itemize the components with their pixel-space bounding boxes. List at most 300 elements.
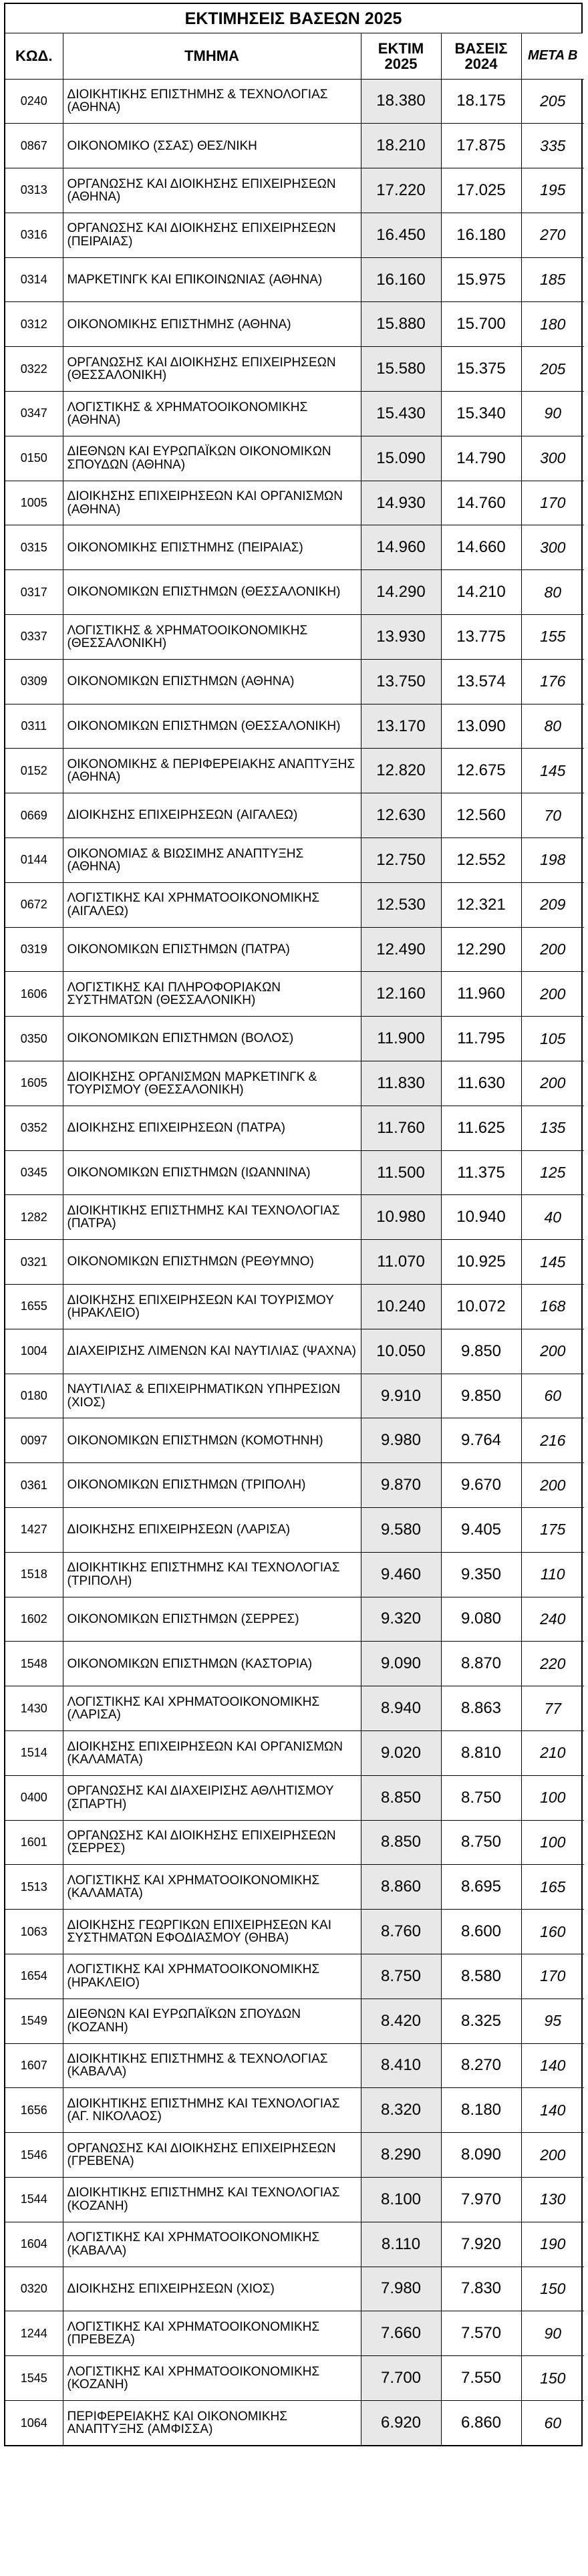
after-b: 100 [521,1820,584,1865]
dept-code: 0311 [5,704,63,749]
estimates-table [5,33,584,2445]
after-b: 110 [521,1552,584,1597]
dept-name: ΔΙΟΙΚΗΤΙΚΗΣ ΕΠΙΣΤΗΜΗΣ & ΤΕΧΝΟΛΟΓΙΑΣ (ΚΑΒΑΛΑ) [63,2043,361,2088]
table-row [5,1597,584,1642]
table-row [5,659,584,704]
estimate-2025: 15.580 [361,347,441,392]
table-row [5,1820,584,1865]
after-b: 185 [521,257,584,302]
dept-code: 0314 [5,257,63,302]
table-row [5,749,584,793]
table-row [5,1463,584,1508]
estimate-2025: 14.290 [361,570,441,615]
base-2024: 11.960 [441,972,521,1017]
table-row [5,793,584,838]
after-b: 176 [521,659,584,704]
table-row [5,525,584,570]
estimate-2025: 12.820 [361,749,441,793]
base-2024: 11.795 [441,1017,521,1061]
table-row [5,257,584,302]
table-body [5,79,584,2445]
after-b: 60 [521,2400,584,2445]
dept-code: 1548 [5,1642,63,1686]
dept-code: 0322 [5,347,63,392]
estimate-2025: 8.110 [361,2222,441,2267]
estimate-2025: 16.160 [361,257,441,302]
after-b: 180 [521,302,584,347]
estimate-2025: 13.750 [361,659,441,704]
dept-name: ΟΙΚΟΝΟΜΙΚΩΝ ΕΠΙΣΤΗΜΩΝ (ΘΕΣΣΑΛΟΝΙΚΗ) [63,704,361,749]
estimate-2025: 9.320 [361,1597,441,1642]
after-b: 60 [521,1374,584,1418]
dept-name: ΟΙΚΟΝΟΜΙΑΣ & ΒΙΩΣΙΜΗΣ ΑΝΑΠΤΥΞΗΣ (ΑΘΗΝΑ) [63,838,361,883]
after-b: 100 [521,1775,584,1820]
dept-code: 1064 [5,2400,63,2445]
sheet-title: ΕΚΤΙΜΗΣΕΙΣ ΒΑΣΕΩΝ 2025 [5,4,581,33]
base-2024: 9.670 [441,1463,521,1508]
table-row [5,838,584,883]
base-2024: 8.180 [441,2088,521,2133]
table-row [5,2222,584,2267]
base-2024: 15.975 [441,257,521,302]
after-b: 168 [521,1285,584,1329]
dept-code: 1655 [5,1285,63,1329]
after-b: 270 [521,213,584,257]
dept-name: ΛΟΓΙΣΤΙΚΗΣ ΚΑΙ ΠΛΗΡΟΦΟΡΙΑΚΩΝ ΣΥΣΤΗΜΑΤΩΝ (ΘΕΣΣΑΛΟΝΙΚΗ) [63,972,361,1017]
dept-name: ΟΡΓΑΝΩΣΗΣ ΚΑΙ ΔΙΟΙΚΗΣΗΣ ΕΠΙΧΕΙΡΗΣΕΩΝ (ΑΘΗΝΑ) [63,168,361,213]
dept-name: ΛΟΓΙΣΤΙΚΗΣ ΚΑΙ ΧΡΗΜΑΤΟΟΙΚΟΝΟΜΙΚΗΣ (ΚΑΛΑΜΑΤΑ) [63,1865,361,1910]
table-row [5,2400,584,2445]
base-2024: 17.875 [441,124,521,168]
dept-code: 0352 [5,1106,63,1150]
after-b: 160 [521,1910,584,1954]
dept-code: 1656 [5,2088,63,2133]
dept-code: 1545 [5,2356,63,2401]
base-2024: 9.850 [441,1329,521,1374]
base-2024: 8.695 [441,1865,521,1910]
base-2024: 18.175 [441,79,521,124]
estimate-2025: 13.170 [361,704,441,749]
table-row [5,2043,584,2088]
table-row [5,1061,584,1106]
base-2024: 8.600 [441,1910,521,1954]
after-b: 150 [521,2356,584,2401]
table-row [5,1017,584,1061]
dept-code: 1546 [5,2133,63,2178]
dept-code: 0321 [5,1240,63,1285]
estimate-2025: 12.160 [361,972,441,1017]
dept-name: ΔΙΟΙΚΗΣΗΣ ΕΠΙΧΕΙΡΗΣΕΩΝ (ΧΙΟΣ) [63,2267,361,2311]
dept-name: ΟΙΚΟΝΟΜΙΚΟ (ΣΣΑΣ) ΘΕΣ/ΝΙΚΗ [63,124,361,168]
table-row [5,1418,584,1463]
estimate-2025: 8.320 [361,2088,441,2133]
table-row [5,124,584,168]
dept-code: 0144 [5,838,63,883]
dept-name: ΟΙΚΟΝΟΜΙΚΩΝ ΕΠΙΣΤΗΜΩΝ (ΒΟΛΟΣ) [63,1017,361,1061]
after-b: 70 [521,793,584,838]
table-row [5,972,584,1017]
after-b: 190 [521,2222,584,2267]
dept-code: 1602 [5,1597,63,1642]
estimate-2025: 8.290 [361,2133,441,2178]
dept-code: 0669 [5,793,63,838]
dept-code: 0867 [5,124,63,168]
table-row [5,392,584,436]
table-row [5,1329,584,1374]
after-b: 200 [521,1329,584,1374]
after-b: 220 [521,1642,584,1686]
estimate-2025: 17.220 [361,168,441,213]
dept-name: ΟΙΚΟΝΟΜΙΚΩΝ ΕΠΙΣΤΗΜΩΝ (ΚΑΣΤΟΡΙΑ) [63,1642,361,1686]
table-row [5,2088,584,2133]
dept-name: ΟΡΓΑΝΩΣΗΣ ΚΑΙ ΔΙΟΙΚΗΣΗΣ ΕΠΙΧΕΙΡΗΣΕΩΝ (ΠΕΙΡΑΙΑΣ) [63,213,361,257]
estimate-2025: 11.830 [361,1061,441,1106]
base-2024: 8.270 [441,2043,521,2088]
estimate-2025: 15.880 [361,302,441,347]
base-2024: 7.830 [441,2267,521,2311]
base-2024: 8.090 [441,2133,521,2178]
dept-code: 1005 [5,481,63,525]
table-row [5,704,584,749]
after-b: 145 [521,749,584,793]
dept-name: ΟΙΚΟΝΟΜΙΚΩΝ ΕΠΙΣΤΗΜΩΝ (ΠΑΤΡΑ) [63,927,361,972]
base-2024: 12.321 [441,882,521,927]
estimate-2025: 12.750 [361,838,441,883]
dept-name: ΔΙΑΧΕΙΡΙΣΗΣ ΛΙΜΕΝΩΝ ΚΑΙ ΝΑΥΤΙΛΙΑΣ (ΨΑΧΝΑ) [63,1329,361,1374]
dept-code: 0350 [5,1017,63,1061]
dept-name: ΛΟΓΙΣΤΙΚΗΣ ΚΑΙ ΧΡΗΜΑΤΟΟΙΚΟΝΟΜΙΚΗΣ (ΚΟΖΑΝΗ) [63,2356,361,2401]
dept-name: ΔΙΟΙΚΗΤΙΚΗΣ ΕΠΙΣΤΗΜΗΣ ΚΑΙ ΤΕΧΝΟΛΟΓΙΑΣ (ΑΓ. ΝΙΚΟΛΑΟΣ) [63,2088,361,2133]
dept-name: ΔΙΟΙΚΗΣΗΣ ΕΠΙΧΕΙΡΗΣΕΩΝ ΚΑΙ ΟΡΓΑΝΙΣΜΩΝ (ΑΘΗΝΑ) [63,481,361,525]
header-after-b: ΜΕΤΑ Β [521,33,584,79]
estimate-2025: 8.760 [361,1910,441,1954]
dept-code: 0347 [5,392,63,436]
dept-code: 0361 [5,1463,63,1508]
table-row [5,1775,584,1820]
dept-name: ΔΙΟΙΚΗΣΗΣ ΕΠΙΧΕΙΡΗΣΕΩΝ ΚΑΙ ΤΟΥΡΙΣΜΟΥ (ΗΡΑΚΛΕΙΟ) [63,1285,361,1329]
estimate-2025: 14.960 [361,525,441,570]
dept-code: 0312 [5,302,63,347]
after-b: 170 [521,1954,584,1999]
after-b: 170 [521,481,584,525]
after-b: 125 [521,1150,584,1195]
base-2024: 10.072 [441,1285,521,1329]
dept-code: 1544 [5,2177,63,2222]
after-b: 200 [521,972,584,1017]
estimate-2025: 9.020 [361,1730,441,1775]
dept-name: ΛΟΓΙΣΤΙΚΗΣ ΚΑΙ ΧΡΗΜΑΤΟΟΙΚΟΝΟΜΙΚΗΣ (ΠΡΕΒΕΖΑ) [63,2311,361,2356]
estimate-2025: 14.930 [361,481,441,525]
dept-code: 1427 [5,1508,63,1553]
estimate-2025: 10.050 [361,1329,441,1374]
estimate-2025: 9.910 [361,1374,441,1418]
estimate-2025: 18.380 [361,79,441,124]
table-row [5,79,584,124]
base-2024: 13.775 [441,615,521,660]
dept-code: 0180 [5,1374,63,1418]
dept-code: 0313 [5,168,63,213]
dept-name: ΔΙΟΙΚΗΤΙΚΗΣ ΕΠΙΣΤΗΜΗΣ & ΤΕΧΝΟΛΟΓΙΑΣ (ΑΘΗΝΑ) [63,79,361,124]
dept-code: 0240 [5,79,63,124]
dept-code: 1004 [5,1329,63,1374]
base-2024: 13.574 [441,659,521,704]
base-2024: 7.570 [441,2311,521,2356]
after-b: 200 [521,1061,584,1106]
after-b: 198 [521,838,584,883]
estimate-2025: 12.490 [361,927,441,972]
base-2024: 7.920 [441,2222,521,2267]
table-row [5,1285,584,1329]
dept-code: 0316 [5,213,63,257]
after-b: 77 [521,1686,584,1731]
base-2024: 14.760 [441,481,521,525]
table-row [5,1552,584,1597]
header-bases-2024: ΒΑΣΕΙΣ 2024 [441,33,521,79]
table-header-row [5,33,584,79]
dept-name: ΟΡΓΑΝΩΣΗΣ ΚΑΙ ΔΙΟΙΚΗΣΗΣ ΕΠΙΧΕΙΡΗΣΕΩΝ (ΣΕΡΡΕΣ) [63,1820,361,1865]
after-b: 105 [521,1017,584,1061]
table-row [5,2311,584,2356]
after-b: 95 [521,1999,584,2043]
table-row [5,570,584,615]
estimate-2025: 8.410 [361,2043,441,2088]
table-row [5,1374,584,1418]
table-row [5,302,584,347]
table-row [5,213,584,257]
base-2024: 8.870 [441,1642,521,1686]
after-b: 80 [521,570,584,615]
dept-name: ΔΙΟΙΚΗΣΗΣ ΕΠΙΧΕΙΡΗΣΕΩΝ ΚΑΙ ΟΡΓΑΝΙΣΜΩΝ (ΚΑΛΑΜΑΤΑ) [63,1730,361,1775]
base-2024: 11.630 [441,1061,521,1106]
after-b: 300 [521,525,584,570]
after-b: 175 [521,1508,584,1553]
base-2024: 15.340 [441,392,521,436]
dept-code: 1430 [5,1686,63,1731]
base-2024: 9.080 [441,1597,521,1642]
table-row [5,2356,584,2401]
dept-name: ΔΙΟΙΚΗΣΗΣ ΓΕΩΡΓΙΚΩΝ ΕΠΙΧΕΙΡΗΣΕΩΝ ΚΑΙ ΣΥΣΤΗΜΑΤΩΝ ΕΦΟΔΙΑΣΜΟΥ (ΘΗΒΑ) [63,1910,361,1954]
base-2024: 9.850 [441,1374,521,1418]
estimate-2025: 12.630 [361,793,441,838]
base-2024: 9.350 [441,1552,521,1597]
after-b: 130 [521,2177,584,2222]
after-b: 80 [521,704,584,749]
estimate-2025: 9.460 [361,1552,441,1597]
dept-code: 1607 [5,2043,63,2088]
table-row [5,2177,584,2222]
dept-name: ΛΟΓΙΣΤΙΚΗΣ ΚΑΙ ΧΡΗΜΑΤΟΟΙΚΟΝΟΜΙΚΗΣ (ΛΑΡΙΣΑ) [63,1686,361,1731]
after-b: 90 [521,2311,584,2356]
base-2024: 12.290 [441,927,521,972]
base-2024: 15.700 [441,302,521,347]
dept-code: 1518 [5,1552,63,1597]
estimate-2025: 8.850 [361,1775,441,1820]
estimate-2025: 16.450 [361,213,441,257]
estimate-2025: 11.900 [361,1017,441,1061]
dept-code: 0309 [5,659,63,704]
after-b: 165 [521,1865,584,1910]
base-2024: 10.925 [441,1240,521,1285]
after-b: 135 [521,1106,584,1150]
base-2024: 15.375 [441,347,521,392]
dept-name: ΜΑΡΚΕΤΙΝΓΚ ΚΑΙ ΕΠΙΚΟΙΝΩΝΙΑΣ (ΑΘΗΝΑ) [63,257,361,302]
dept-name: ΛΟΓΙΣΤΙΚΗΣ ΚΑΙ ΧΡΗΜΑΤΟΟΙΚΟΝΟΜΙΚΗΣ (ΗΡΑΚΛΕΙΟ) [63,1954,361,1999]
table-row [5,1954,584,1999]
dept-name: ΔΙΕΘΝΩΝ ΚΑΙ ΕΥΡΩΠΑΪΚΩΝ ΣΠΟΥΔΩΝ (ΚΟΖΑΝΗ) [63,1999,361,2043]
base-2024: 9.764 [441,1418,521,1463]
dept-code: 0319 [5,927,63,972]
dept-code: 1063 [5,1910,63,1954]
estimate-2025: 7.660 [361,2311,441,2356]
dept-code: 0317 [5,570,63,615]
base-2024: 11.625 [441,1106,521,1150]
base-2024: 13.090 [441,704,521,749]
estimate-2025: 11.760 [361,1106,441,1150]
base-2024: 12.675 [441,749,521,793]
dept-name: ΟΙΚΟΝΟΜΙΚΩΝ ΕΠΙΣΤΗΜΩΝ (ΤΡΙΠΟΛΗ) [63,1463,361,1508]
base-2024: 10.940 [441,1195,521,1240]
dept-name: ΛΟΓΙΣΤΙΚΗΣ & ΧΡΗΜΑΤΟΟΙΚΟΝΟΜΙΚΗΣ (ΘΕΣΣΑΛΟΝΙΚΗ) [63,615,361,660]
after-b: 150 [521,2267,584,2311]
table-row [5,436,584,481]
estimate-2025: 10.240 [361,1285,441,1329]
base-2024: 17.025 [441,168,521,213]
table-row [5,1730,584,1775]
estimate-2025: 12.530 [361,882,441,927]
estimate-2025: 8.100 [361,2177,441,2222]
dept-name: ΝΑΥΤΙΛΙΑΣ & ΕΠΙΧΕΙΡΗΜΑΤΙΚΩΝ ΥΠΗΡΕΣΙΩΝ (ΧΙΟΣ) [63,1374,361,1418]
estimate-2025: 9.870 [361,1463,441,1508]
dept-name: ΔΙΟΙΚΗΤΙΚΗΣ ΕΠΙΣΤΗΜΗΣ ΚΑΙ ΤΕΧΝΟΛΟΓΙΑΣ (ΚΟΖΑΝΗ) [63,2177,361,2222]
dept-name: ΔΙΟΙΚΗΣΗΣ ΟΡΓΑΝΙΣΜΩΝ ΜΑΡΚΕΤΙΝΓΚ & ΤΟΥΡΙΣΜΟΥ (ΘΕΣΣΑΛΟΝΙΚΗ) [63,1061,361,1106]
table-row [5,615,584,660]
base-2024: 9.405 [441,1508,521,1553]
after-b: 140 [521,2043,584,2088]
table-row [5,2133,584,2178]
estimate-2025: 6.920 [361,2400,441,2445]
dept-name: ΟΙΚΟΝΟΜΙΚΩΝ ΕΠΙΣΤΗΜΩΝ (ΘΕΣΣΑΛΟΝΙΚΗ) [63,570,361,615]
dept-name: ΔΙΟΙΚΗΣΗΣ ΕΠΙΧΕΙΡΗΣΕΩΝ (ΑΙΓΑΛΕΩ) [63,793,361,838]
table-row [5,1865,584,1910]
table-row [5,481,584,525]
after-b: 209 [521,882,584,927]
after-b: 205 [521,347,584,392]
after-b: 90 [521,392,584,436]
base-2024: 8.325 [441,1999,521,2043]
dept-code: 0672 [5,882,63,927]
dept-name: ΟΙΚΟΝΟΜΙΚΗΣ & ΠΕΡΙΦΕΡΕΙΑΚΗΣ ΑΝΑΠΤΥΞΗΣ (ΑΘΗΝΑ) [63,749,361,793]
base-2024: 12.552 [441,838,521,883]
dept-code: 0345 [5,1150,63,1195]
dept-name: ΛΟΓΙΣΤΙΚΗΣ ΚΑΙ ΧΡΗΜΑΤΟΟΙΚΟΝΟΜΙΚΗΣ (ΚΑΒΑΛΑ) [63,2222,361,2267]
table-row [5,2267,584,2311]
dept-name: ΟΡΓΑΝΩΣΗΣ ΚΑΙ ΔΙΟΙΚΗΣΗΣ ΕΠΙΧΕΙΡΗΣΕΩΝ (ΘΕΣΣΑΛΟΝΙΚΗ) [63,347,361,392]
dept-name: ΟΙΚΟΝΟΜΙΚΩΝ ΕΠΙΣΤΗΜΩΝ (ΚΟΜΟΤΗΝΗ) [63,1418,361,1463]
after-b: 216 [521,1418,584,1463]
estimate-2025: 9.580 [361,1508,441,1553]
estimate-2025: 10.980 [361,1195,441,1240]
estimate-2025: 13.930 [361,615,441,660]
dept-name: ΟΙΚΟΝΟΜΙΚΗΣ ΕΠΙΣΤΗΜΗΣ (ΠΕΙΡΑΙΑΣ) [63,525,361,570]
base-2024: 7.970 [441,2177,521,2222]
base-2024: 8.750 [441,1820,521,1865]
base-2024: 14.790 [441,436,521,481]
table-row [5,168,584,213]
base-2024: 14.210 [441,570,521,615]
dept-code: 1244 [5,2311,63,2356]
base-2024: 16.180 [441,213,521,257]
estimate-2025: 8.420 [361,1999,441,2043]
dept-code: 0150 [5,436,63,481]
estimate-2025: 15.090 [361,436,441,481]
table-row [5,1240,584,1285]
after-b: 140 [521,2088,584,2133]
dept-code: 1604 [5,2222,63,2267]
dept-name: ΟΙΚΟΝΟΜΙΚΩΝ ΕΠΙΣΤΗΜΩΝ (ΙΩΑΝΝΙΝΑ) [63,1150,361,1195]
after-b: 195 [521,168,584,213]
dept-name: ΔΙΟΙΚΗΤΙΚΗΣ ΕΠΙΣΤΗΜΗΣ ΚΑΙ ΤΕΧΝΟΛΟΓΙΑΣ (ΤΡΙΠΟΛΗ) [63,1552,361,1597]
table-row [5,1642,584,1686]
dept-code: 0315 [5,525,63,570]
after-b: 240 [521,1597,584,1642]
after-b: 210 [521,1730,584,1775]
estimate-2025: 8.850 [361,1820,441,1865]
after-b: 40 [521,1195,584,1240]
header-department: ΤΜΗΜΑ [63,33,361,79]
dept-code: 0152 [5,749,63,793]
dept-code: 1549 [5,1999,63,2043]
dept-code: 1601 [5,1820,63,1865]
base-2024: 11.375 [441,1150,521,1195]
header-estimate-2025: ΕΚΤΙΜ 2025 [361,33,441,79]
table-row [5,882,584,927]
table-row [5,1686,584,1731]
dept-name: ΟΙΚΟΝΟΜΙΚΗΣ ΕΠΙΣΤΗΜΗΣ (ΑΘΗΝΑ) [63,302,361,347]
dept-name: ΟΡΓΑΝΩΣΗΣ ΚΑΙ ΔΙΑΧΕΙΡΙΣΗΣ ΑΘΛΗΤΙΣΜΟΥ (ΣΠΑΡΤΗ) [63,1775,361,1820]
dept-code: 0097 [5,1418,63,1463]
dept-name: ΟΡΓΑΝΩΣΗΣ ΚΑΙ ΔΙΟΙΚΗΣΗΣ ΕΠΙΧΕΙΡΗΣΕΩΝ (ΓΡΕΒΕΝΑ) [63,2133,361,2178]
dept-code: 0320 [5,2267,63,2311]
estimate-2025: 9.090 [361,1642,441,1686]
after-b: 335 [521,124,584,168]
estimate-2025: 8.860 [361,1865,441,1910]
base-2024: 14.660 [441,525,521,570]
estimate-2025: 8.940 [361,1686,441,1731]
dept-code: 1514 [5,1730,63,1775]
dept-code: 0337 [5,615,63,660]
base-2024: 6.860 [441,2400,521,2445]
base-2024: 12.560 [441,793,521,838]
base-2024: 8.750 [441,1775,521,1820]
dept-name: ΛΟΓΙΣΤΙΚΗΣ & ΧΡΗΜΑΤΟΟΙΚΟΝΟΜΙΚΗΣ (ΑΘΗΝΑ) [63,392,361,436]
estimate-2025: 11.070 [361,1240,441,1285]
dept-code: 1605 [5,1061,63,1106]
dept-code: 0400 [5,1775,63,1820]
table-row [5,347,584,392]
estimate-2025: 7.980 [361,2267,441,2311]
base-2024: 7.550 [441,2356,521,2401]
estimate-2025: 7.700 [361,2356,441,2401]
after-b: 200 [521,927,584,972]
estimate-2025: 18.210 [361,124,441,168]
table-row [5,1508,584,1553]
dept-name: ΔΙΟΙΚΗΣΗΣ ΕΠΙΧΕΙΡΗΣΕΩΝ (ΛΑΡΙΣΑ) [63,1508,361,1553]
after-b: 145 [521,1240,584,1285]
after-b: 200 [521,2133,584,2178]
estimate-2025: 15.430 [361,392,441,436]
estimates-sheet [4,3,583,2446]
dept-code: 1282 [5,1195,63,1240]
